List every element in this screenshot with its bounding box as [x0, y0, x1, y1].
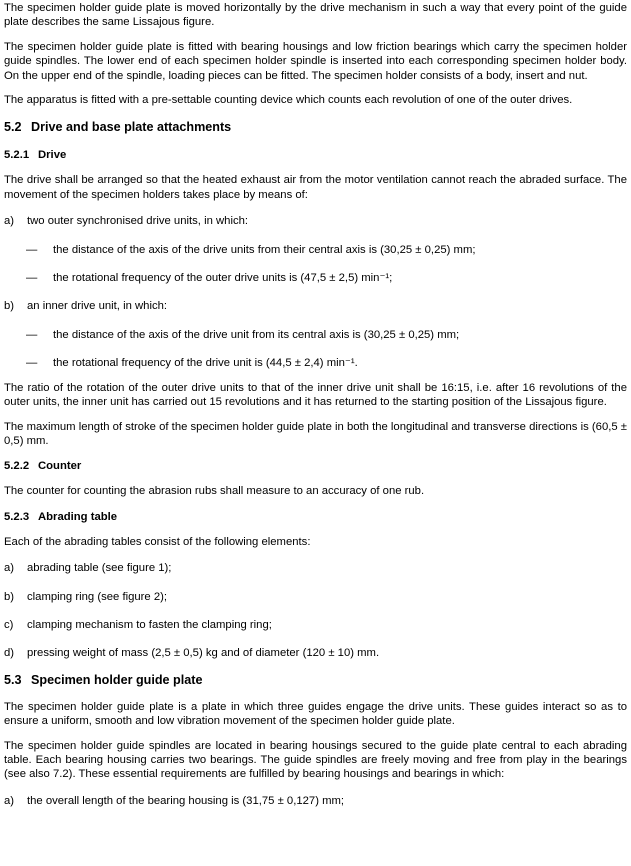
list-text: abrading table (see figure 1);	[27, 562, 172, 575]
section-5-2-heading	[4, 120, 627, 134]
section-title: Drive and base plate attachments	[31, 120, 232, 135]
drive-paragraph-2: The ratio of the rotation of the outer drive units to that of the inner drive unit shall be 16:15, i.e. after 16 revolutions of the outer units, the inner unit has carried out 15 revolutions and it has returned to the starting position of the Lissajous figure.	[4, 381, 627, 409]
section-title: Abrading table	[38, 510, 118, 523]
counter-paragraph: The counter for counting the abrasion rubs shall measure to an accuracy of one rub.	[4, 485, 425, 498]
list-marker: d)	[4, 647, 15, 660]
dash-item	[26, 328, 627, 342]
dash-text: the distance of the axis of the drive units from their central axis is (30,25 ± 0,25) mm;	[53, 243, 476, 256]
list-item	[4, 646, 627, 660]
list-text: clamping ring (see figure 2);	[27, 590, 168, 603]
intro-paragraph-3: The apparatus is fitted with a pre-settable counting device which counts each revolution of one of the outer drives.	[4, 94, 573, 107]
dash-marker: —	[26, 272, 38, 285]
list-marker: b)	[4, 300, 15, 313]
section-title: Drive	[38, 149, 67, 162]
guide-plate-paragraph-2: The specimen holder guide spindles are located in bearing housings secured to the guide plate central to each abrading table. Each bearing housing carries two bearings. The guide spindles are freely moving and free from play in the bearings (see also 7.2). These essential requirements are fulfilled by bearing housings and bearings in which:	[4, 739, 627, 781]
list-text: clamping mechanism to fasten the clamping ring;	[27, 618, 272, 631]
list-marker: a)	[4, 215, 15, 228]
document-page	[4, 0, 627, 822]
list-marker: c)	[4, 618, 14, 631]
dash-text: the distance of the axis of the drive unit from its central axis is (30,25 ± 0,25) mm;	[53, 328, 460, 341]
list-item	[4, 299, 627, 313]
dash-marker: —	[26, 357, 38, 370]
section-number: 5.2.1	[4, 149, 30, 162]
list-item	[4, 794, 627, 808]
dash-marker: —	[26, 243, 38, 256]
dash-item	[26, 271, 627, 285]
dash-item	[26, 243, 627, 257]
section-5-2-2-heading	[4, 460, 627, 472]
section-number: 5.2.3	[4, 510, 30, 523]
list-marker: a)	[4, 562, 15, 575]
intro-paragraph-2: The specimen holder guide plate is fitted with bearing housings and low friction bearings which carry the specimen holder guide spindles. The lower end of each specimen holder spindle is inserted into each corresponding specimen holder body. On the upper end of the spindle, loading pieces can be fitted. The specimen holder consists of a body, insert and nut.	[4, 40, 627, 82]
section-5-3-heading	[4, 673, 627, 687]
section-5-2-1-heading	[4, 149, 627, 161]
list-text: an inner drive unit, in which:	[27, 300, 168, 313]
dash-text: the rotational frequency of the outer drive units is (47,5 ± 2,5) min⁻¹;	[53, 272, 393, 285]
intro-paragraph-1: The specimen holder guide plate is moved horizontally by the drive mechanism in such a way that every point of the guide plate describes the same Lissajous figure.	[4, 2, 627, 29]
section-number: 5.2	[4, 120, 22, 135]
list-item	[4, 590, 627, 604]
list-text: pressing weight of mass (2,5 ± 0,5) kg and of diameter (120 ± 10) mm.	[27, 647, 380, 660]
list-item	[4, 561, 627, 575]
drive-paragraph-3: The maximum length of stroke of the specimen holder guide plate in both the longitudinal and transverse directions is (60,5 ± 0,5) mm.	[4, 420, 627, 447]
list-item	[4, 618, 627, 632]
dash-item	[26, 356, 627, 370]
list-marker: b)	[4, 590, 15, 603]
list-item	[4, 214, 627, 228]
list-text: the overall length of the bearing housing is (31,75 ± 0,127) mm;	[27, 794, 345, 807]
dash-marker: —	[26, 328, 38, 341]
section-number: 5.3	[4, 672, 22, 687]
section-number: 5.2.2	[4, 460, 30, 473]
list-marker: a)	[4, 794, 15, 807]
abrading-table-paragraph: Each of the abrading tables consist of the following elements:	[4, 535, 311, 548]
dash-text: the rotational frequency of the drive unit is (44,5 ± 2,4) min⁻¹.	[53, 357, 358, 370]
guide-plate-paragraph-1: The specimen holder guide plate is a plate in which three guides engage the drive units. These guides interact so as to ensure a uniform, smooth and low vibration movement of the specimen holder guide plate.	[4, 700, 627, 728]
list-text: two outer synchronised drive units, in which:	[27, 215, 249, 228]
section-title: Counter	[38, 460, 82, 473]
drive-paragraph-1: The drive shall be arranged so that the heated exhaust air from the motor ventilation cannot reach the abraded surface. The movement of the specimen holders takes place by means of:	[4, 174, 627, 201]
section-title: Specimen holder guide plate	[31, 672, 203, 687]
section-5-2-3-heading	[4, 511, 627, 523]
